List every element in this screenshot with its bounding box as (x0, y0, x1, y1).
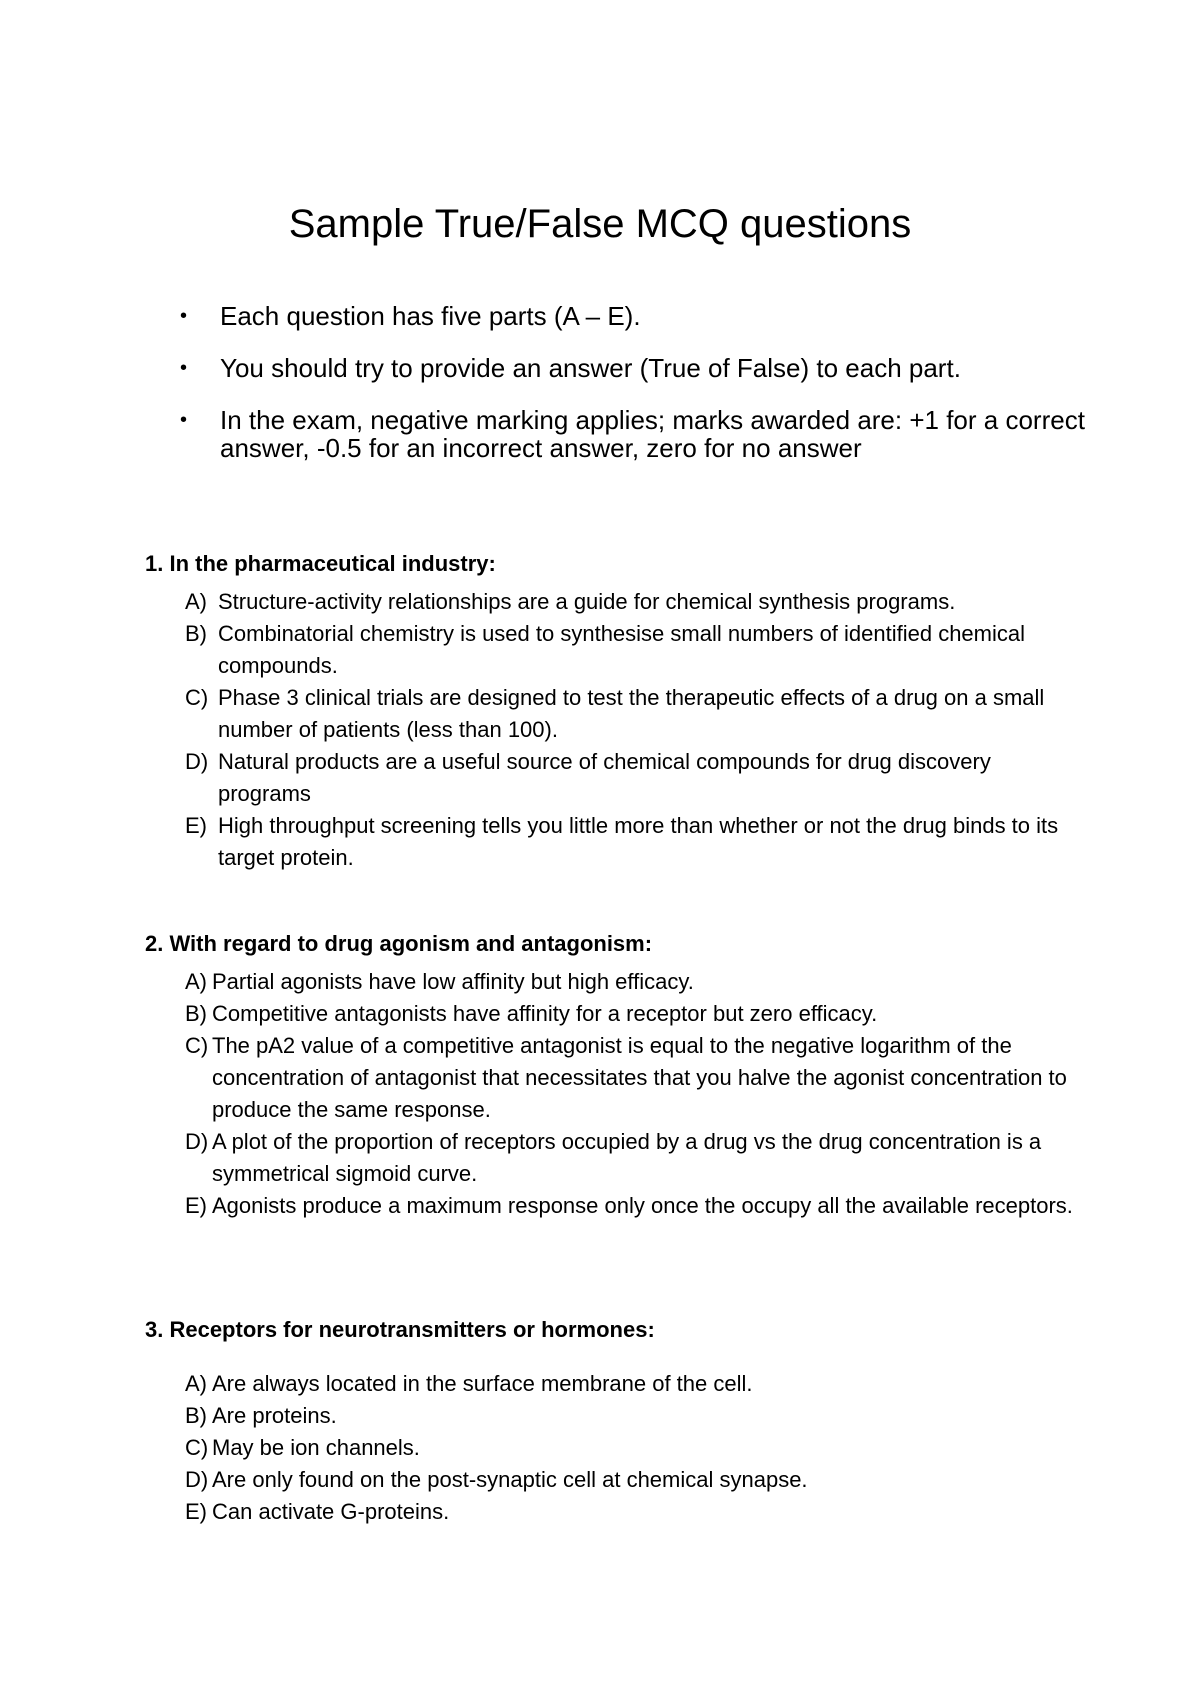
option-letter: B) (185, 621, 207, 646)
option-text: Structure-activity relationships are a guide for chemical synthesis programs. (218, 589, 956, 614)
option-text: Can activate G-proteins. (212, 1499, 450, 1524)
option-letter: E) (185, 1193, 207, 1218)
instruction-text: You should try to provide an answer (True of False) to each part. (220, 353, 961, 383)
bullet-icon: • (180, 305, 188, 327)
option-text: Competitive antagonists have affinity for a receptor but zero efficacy. (212, 1001, 878, 1026)
question-2 (145, 928, 1075, 1222)
question-heading: 2. With regard to drug agonism and antagonism: (145, 931, 653, 956)
option-text: Natural products are a useful source of chemical compounds for drug discovery programs (218, 749, 991, 806)
instruction-item (180, 302, 1120, 330)
option-b (145, 998, 1075, 1030)
option-letter: D) (185, 749, 209, 774)
question-heading: 3. Receptors for neurotransmitters or hormones: (145, 1317, 655, 1342)
option-e (145, 1496, 1075, 1528)
option-letter: C) (185, 1435, 209, 1460)
option-letter: C) (185, 685, 209, 710)
option-text: The pA2 value of a competitive antagonist is equal to the negative logarithm of the concentration of antagonist that necessitates that you halve the agonist concentration to produce the same response. (212, 1033, 1067, 1122)
option-text: Phase 3 clinical trials are designed to test the therapeutic effects of a drug on a small number of patients (less than 100). (218, 685, 1045, 742)
option-letter: C) (185, 1033, 209, 1058)
option-a (145, 586, 1075, 618)
option-text: Are only found on the post-synaptic cell at chemical synapse. (212, 1467, 808, 1492)
option-d (145, 746, 1075, 810)
option-text: Agonists produce a maximum response only once the occupy all the available receptors. (212, 1193, 1073, 1218)
option-a (145, 966, 1075, 998)
bullet-icon: • (180, 357, 188, 379)
option-d (145, 1126, 1075, 1190)
option-e (145, 1190, 1075, 1222)
instruction-text: In the exam, negative marking applies; marks awarded are: +1 for a correct answer, -0.5 for an incorrect answer, zero for no answer (220, 405, 1085, 463)
option-a (145, 1368, 1075, 1400)
instruction-item (180, 406, 1120, 462)
option-text: A plot of the proportion of receptors occupied by a drug vs the drug concentration is a symmetrical sigmoid curve. (212, 1129, 1042, 1186)
instruction-text: Each question has five parts (A – E). (220, 301, 641, 331)
question-1 (145, 548, 1075, 874)
option-b (145, 618, 1075, 682)
option-letter: D) (185, 1467, 209, 1492)
option-text: Partial agonists have low affinity but high efficacy. (212, 969, 694, 994)
option-text: Are always located in the surface membrane of the cell. (212, 1371, 753, 1396)
page-title: Sample True/False MCQ questions (288, 202, 912, 246)
option-b (145, 1400, 1075, 1432)
option-list (145, 1368, 1075, 1528)
bullet-icon: • (180, 409, 188, 431)
option-text: Combinatorial chemistry is used to synthesise small numbers of identified chemical compounds. (218, 621, 1026, 678)
question-3 (145, 1314, 1075, 1528)
option-c (145, 1030, 1075, 1126)
option-c (145, 682, 1075, 746)
option-d (145, 1464, 1075, 1496)
option-text: Are proteins. (212, 1403, 337, 1428)
option-letter: A) (185, 1371, 207, 1396)
instruction-item (180, 354, 1120, 382)
option-letter: B) (185, 1403, 207, 1428)
instructions-list (180, 302, 1120, 486)
option-letter: B) (185, 1001, 207, 1026)
option-letter: A) (185, 589, 207, 614)
option-c (145, 1432, 1075, 1464)
option-text: High throughput screening tells you little more than whether or not the drug binds to its target protein. (218, 813, 1059, 870)
option-e (145, 810, 1075, 874)
option-letter: E) (185, 1499, 207, 1524)
option-list (145, 966, 1075, 1222)
option-letter: E) (185, 813, 207, 838)
option-list (145, 586, 1075, 874)
option-letter: A) (185, 969, 207, 994)
option-letter: D) (185, 1129, 209, 1154)
question-heading: 1. In the pharmaceutical industry: (145, 551, 496, 576)
option-text: May be ion channels. (212, 1435, 420, 1460)
